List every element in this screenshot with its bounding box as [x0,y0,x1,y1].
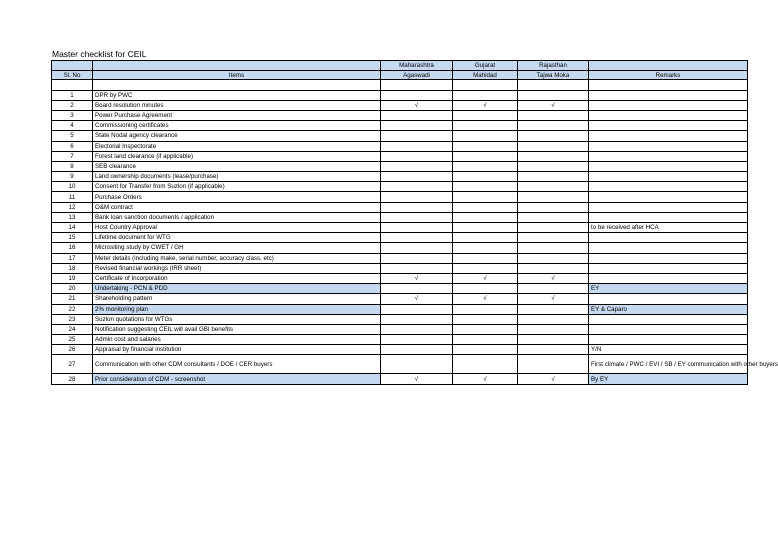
item-cell: Forest land clearance (if applicable) [93,151,381,161]
sl-no-cell: 24 [52,324,93,334]
tajwa-moka-cell [518,110,589,120]
remarks-cell: EY [589,284,748,294]
tajwa-moka-cell [518,182,589,192]
table-row [52,131,748,141]
agaswadi-cell [381,243,453,253]
sl-no-cell: 18 [52,263,93,273]
sl-no-cell: 8 [52,161,93,171]
item-cell: Power Purchase Agreement [93,110,381,120]
mahidad-cell [453,141,518,151]
sl-no-cell: 15 [52,233,93,243]
remarks-cell: EY & Caparo [589,304,748,314]
table-row [52,355,748,374]
item-cell: Admin cost and salaries [93,335,381,345]
mahidad-cell: √ [453,294,518,304]
mahidad-cell [453,131,518,141]
mahidad-cell [453,324,518,334]
remarks-cell [589,233,748,243]
item-cell: Shareholding pattern [93,294,381,304]
remarks-cell [589,294,748,304]
agaswadi-cell [381,284,453,294]
remarks-cell [589,243,748,253]
mahidad-cell [453,192,518,202]
table-row [52,304,748,314]
tajwa-moka-cell [518,90,589,100]
table-row [52,284,748,294]
item-cell: Purchase Orders [93,192,381,202]
item-cell: Bank loan sanction documents / application [93,212,381,222]
header-row-region [52,61,748,71]
table-row [52,80,748,90]
tajwa-moka-cell [518,161,589,171]
sl-no-cell: 26 [52,345,93,355]
sl-no-cell: 11 [52,192,93,202]
agaswadi-cell [381,121,453,131]
tajwa-moka-cell [518,131,589,141]
tajwa-moka-cell [518,314,589,324]
table-row [52,151,748,161]
item-cell: SEB clearance [93,161,381,171]
table-row [52,374,748,384]
mahidad-cell [453,151,518,161]
remarks-cell [589,90,748,100]
mahidad-cell [453,161,518,171]
table-row [52,253,748,263]
agaswadi-cell [381,151,453,161]
sl-no-cell: 10 [52,182,93,192]
table-row [52,233,748,243]
mahidad-cell [453,355,518,374]
sl-no-cell: 4 [52,121,93,131]
tajwa-moka-cell [518,223,589,233]
item-cell: Undertaking - PCN & PDD [93,284,381,294]
agaswadi-cell [381,182,453,192]
table-row [52,273,748,283]
table-row [52,223,748,233]
sl-no-cell: 23 [52,314,93,324]
tajwa-moka-cell [518,80,589,90]
tajwa-moka-cell [518,284,589,294]
agaswadi-cell [381,141,453,151]
table-row [52,90,748,100]
sl-no-cell: 16 [52,243,93,253]
item-cell: Revised financial workings (IRR sheet) [93,263,381,273]
table-row [52,212,748,222]
sl-no-cell: 27 [52,355,93,374]
remarks-cell [589,314,748,324]
sheet-title: Master checklist for CEIL [52,49,147,59]
item-cell: 2% monitoring plan [93,304,381,314]
remarks-cell [589,151,748,161]
item-cell: O&M contract [93,202,381,212]
mahidad-cell [453,335,518,345]
agaswadi-cell [381,212,453,222]
table-row [52,110,748,120]
mahidad-cell [453,121,518,131]
agaswadi-cell: √ [381,294,453,304]
remarks-cell [589,110,748,120]
item-cell: Land ownership documents (lease/purchase) [93,172,381,182]
item-cell: Notification suggesting CEIL will avail GBI benefits [93,324,381,334]
mahidad-cell [453,182,518,192]
table-row [52,324,748,334]
agaswadi-cell [381,263,453,273]
table-row [52,345,748,355]
agaswadi-cell [381,110,453,120]
mahidad-cell [453,110,518,120]
tajwa-moka-cell: √ [518,273,589,283]
remarks-cell [589,80,748,90]
mahidad-cell [453,90,518,100]
agaswadi-cell [381,223,453,233]
header-items: Items [93,70,381,80]
tajwa-moka-cell: √ [518,100,589,110]
item-cell: Board resolution minutes [93,100,381,110]
item-cell: Micrositing study by CWET / GH [93,243,381,253]
tajwa-moka-cell [518,233,589,243]
item-cell [93,80,381,90]
agaswadi-cell [381,131,453,141]
remarks-cell [589,212,748,222]
item-cell: Commissioning certificates [93,121,381,131]
header-sl-no: Sl. No [52,70,93,80]
table-row [52,314,748,324]
agaswadi-cell [381,253,453,263]
header-cell [52,61,93,71]
header-site-tajwa-moka: Tajwa Moka [518,70,589,80]
table-row [52,335,748,345]
header-state-maharashtra: Maharashtra [381,61,453,71]
mahidad-cell [453,304,518,314]
header-cell [93,61,381,71]
mahidad-cell [453,345,518,355]
sl-no-cell: 13 [52,212,93,222]
sl-no-cell: 28 [52,374,93,384]
sl-no-cell: 20 [52,284,93,294]
item-cell: Prior consideration of CDM - screenshot [93,374,381,384]
mahidad-cell: √ [453,374,518,384]
tajwa-moka-cell [518,212,589,222]
sl-no-cell: 5 [52,131,93,141]
mahidad-cell [453,263,518,273]
tajwa-moka-cell [518,121,589,131]
remarks-cell [589,263,748,273]
remarks-cell [589,141,748,151]
agaswadi-cell [381,314,453,324]
item-cell: Suzlon quotations for WTGs [93,314,381,324]
item-cell: Certificate of Incorporation [93,273,381,283]
remarks-cell [589,273,748,283]
tajwa-moka-cell [518,335,589,345]
header-cell [589,61,748,71]
table-row [52,161,748,171]
mahidad-cell [453,80,518,90]
remarks-cell [589,192,748,202]
item-cell: DPR by PWC [93,90,381,100]
remarks-cell [589,121,748,131]
mahidad-cell [453,172,518,182]
table-row [52,182,748,192]
agaswadi-cell [381,192,453,202]
sl-no-cell: 9 [52,172,93,182]
item-cell: State Nodal agency clearance [93,131,381,141]
agaswadi-cell [381,324,453,334]
table-row [52,263,748,273]
mahidad-cell: √ [453,100,518,110]
remarks-cell [589,172,748,182]
item-cell: Electorial Inspectorate [93,141,381,151]
agaswadi-cell: √ [381,374,453,384]
agaswadi-cell [381,355,453,374]
agaswadi-cell [381,90,453,100]
mahidad-cell [453,202,518,212]
item-cell: Appraisal by financial institution [93,345,381,355]
agaswadi-cell [381,345,453,355]
remarks-cell: By EY [589,374,748,384]
agaswadi-cell [381,161,453,171]
sl-no-cell: 14 [52,223,93,233]
mahidad-cell [453,314,518,324]
tajwa-moka-cell [518,172,589,182]
agaswadi-cell [381,172,453,182]
sl-no-cell: 6 [52,141,93,151]
checklist-table [51,60,778,385]
agaswadi-cell [381,304,453,314]
mahidad-cell [453,284,518,294]
table-row [52,172,748,182]
remarks-cell [589,202,748,212]
sl-no-cell: 25 [52,335,93,345]
remarks-cell [589,131,748,141]
remarks-cell [589,253,748,263]
mahidad-cell [453,212,518,222]
sl-no-cell: 22 [52,304,93,314]
item-cell: Communication with other CDM consultants / DOE / CER buyers [93,355,381,374]
sl-no-cell: 19 [52,273,93,283]
item-cell: Lifetime document for WTG [93,233,381,243]
sl-no-cell: 7 [52,151,93,161]
table-row [52,202,748,212]
agaswadi-cell [381,233,453,243]
sl-no-cell: 17 [52,253,93,263]
header-site-mahidad: Mahidad [453,70,518,80]
sl-no-cell: 12 [52,202,93,212]
tajwa-moka-cell [518,304,589,314]
remarks-cell [589,335,748,345]
mahidad-cell [453,223,518,233]
mahidad-cell: √ [453,273,518,283]
header-remarks: Remarks [589,70,748,80]
tajwa-moka-cell [518,324,589,334]
sl-no-cell: 3 [52,110,93,120]
header-row-columns [52,70,748,80]
remarks-cell: First climate / PWC / EVI / SB / EY communication with other buyers [589,355,748,374]
tajwa-moka-cell [518,151,589,161]
remarks-cell [589,182,748,192]
remarks-cell: Y/N [589,345,748,355]
item-cell: Consent for Transfer from Suzlon (if applicable) [93,182,381,192]
sl-no-cell [52,80,93,90]
mahidad-cell [453,243,518,253]
table-row [52,243,748,253]
tajwa-moka-cell [518,345,589,355]
remarks-cell [589,100,748,110]
mahidad-cell [453,233,518,243]
table-row [52,100,748,110]
item-cell: Meter details (including make, serial number, accuracy class, etc) [93,253,381,263]
tajwa-moka-cell [518,253,589,263]
table-row [52,141,748,151]
tajwa-moka-cell: √ [518,374,589,384]
header-state-rajasthan: Rajasthan [518,61,589,71]
tajwa-moka-cell [518,243,589,253]
sl-no-cell: 1 [52,90,93,100]
header-site-agaswadi: Agaswadi [381,70,453,80]
tajwa-moka-cell: √ [518,294,589,304]
remarks-cell: to be received after HCA [589,223,748,233]
agaswadi-cell [381,335,453,345]
remarks-cell [589,161,748,171]
agaswadi-cell [381,80,453,90]
table-row [52,192,748,202]
tajwa-moka-cell [518,263,589,273]
tajwa-moka-cell [518,192,589,202]
agaswadi-cell: √ [381,100,453,110]
agaswadi-cell: √ [381,273,453,283]
tajwa-moka-cell [518,355,589,374]
item-cell: Host Country Approval [93,223,381,233]
remarks-cell [589,324,748,334]
header-state-gujarat: Gujarat [453,61,518,71]
table-row [52,121,748,131]
sl-no-cell: 2 [52,100,93,110]
mahidad-cell [453,253,518,263]
tajwa-moka-cell [518,202,589,212]
table-row [52,294,748,304]
sl-no-cell: 21 [52,294,93,304]
tajwa-moka-cell [518,141,589,151]
agaswadi-cell [381,202,453,212]
